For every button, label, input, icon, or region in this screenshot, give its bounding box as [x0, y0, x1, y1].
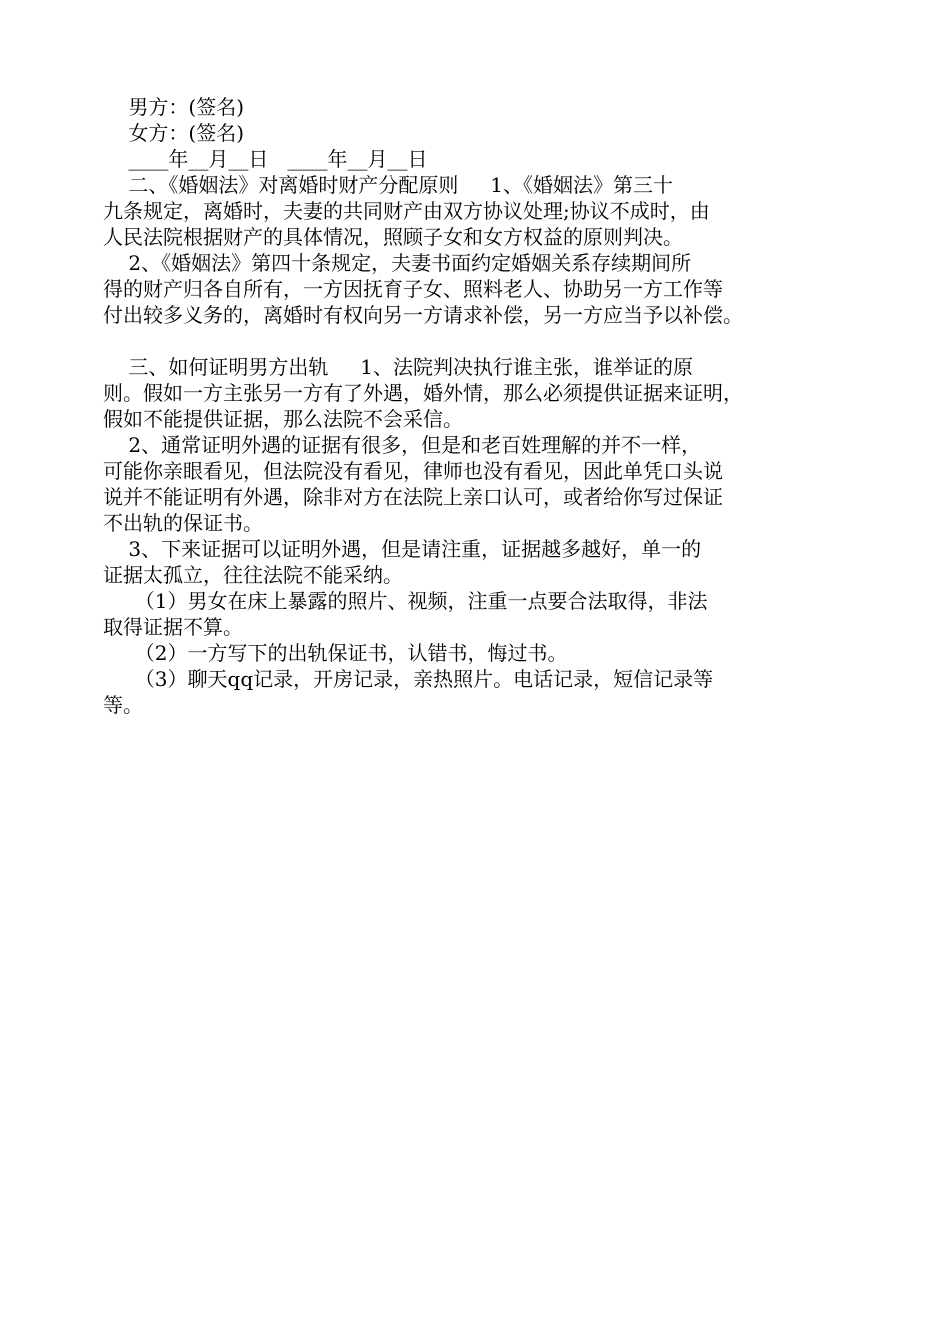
- text-line: （2）一方写下的出轨保证书，认错书，悔过书。: [103, 641, 568, 665]
- text-line: 人民法院根据财产的具体情况，照顾子女和女方权益的原则判决。: [103, 225, 683, 249]
- text-line: 三、如何证明男方出轨 1、法院判决执行谁主张，谁举证的原: [103, 355, 693, 379]
- text-line: 可能你亲眼看见，但法院没有看见，律师也没有看见，因此单凭口头说: [103, 459, 723, 483]
- document-body: [103, 94, 863, 718]
- text-line: 得的财产归各自所有，一方因抚育子女、照料老人、协助另一方工作等: [103, 277, 723, 301]
- blank-line: [103, 328, 863, 354]
- text-line: 2、通常证明外遇的证据有很多，但是和老百姓理解的并不一样，: [103, 433, 702, 457]
- text-line: 二、《婚姻法》对离婚时财产分配原则 1、《婚姻法》第三十: [103, 173, 673, 197]
- text-line: 说并不能证明有外遇，除非对方在法院上亲口认可，或者给你写过保证: [103, 485, 723, 509]
- text-line: 假如不能提供证据，那么法院不会采信。: [103, 407, 463, 431]
- text-line: 2、《婚姻法》第四十条规定，夫妻书面约定婚姻关系存续期间所: [103, 251, 692, 275]
- text-line: （3）聊天qq记录，开房记录，亲热照片。电话记录，短信记录等: [103, 667, 714, 691]
- text-line: （1）男女在床上暴露的照片、视频，注重一点要合法取得，非法: [103, 589, 708, 613]
- text-line: 取得证据不算。: [103, 615, 243, 639]
- text-line: 则。假如一方主张另一方有了外遇，婚外情，那么必须提供证据来证明，: [103, 381, 743, 405]
- text-line: 等。: [103, 693, 143, 717]
- date-line: ____年__月__日 ____年__月__日: [103, 147, 428, 171]
- text-line: 3、下来证据可以证明外遇，但是请注重，证据越多越好，单一的: [103, 537, 702, 561]
- text-line: 付出较多义务的，离婚时有权向另一方请求补偿，另一方应当予以补偿。: [103, 303, 743, 327]
- text-line: 不出轨的保证书。: [103, 511, 263, 535]
- text-line: 证据太孤立，往往法院不能采纳。: [103, 563, 403, 587]
- signature-female: 女方：(签名): [103, 121, 245, 145]
- text-line: 九条规定，离婚时，夫妻的共同财产由双方协议处理;协议不成时，由: [103, 199, 710, 223]
- signature-male: 男方：(签名): [103, 95, 245, 119]
